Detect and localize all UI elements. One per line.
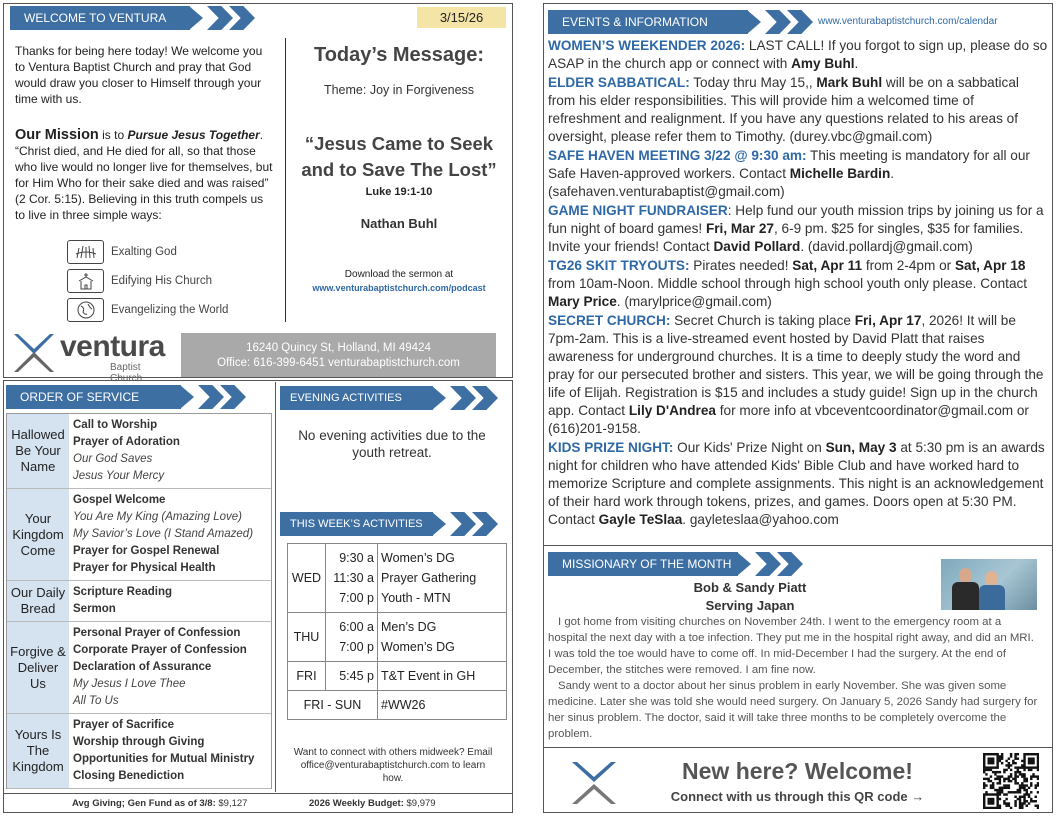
activity-name: Women’s DG (381, 640, 455, 654)
service-item: Sermon (73, 603, 116, 615)
service-section (7, 622, 271, 714)
podcast-link[interactable]: www.venturabaptistchurch.com/podcast (312, 283, 486, 293)
order-of-service-banner (6, 385, 246, 409)
service-section-heading: Yours Is The Kingdom (7, 714, 69, 788)
way-item (67, 297, 277, 323)
service-item: Worship through Giving (73, 736, 205, 748)
missionary-banner (548, 552, 803, 576)
qr-code[interactable] (983, 753, 1039, 809)
service-item: You Are My King (Amazing Love) (73, 511, 242, 523)
qr-code-icon (983, 753, 1039, 809)
mission-statement (15, 127, 275, 223)
events-banner-label: EVENTS & INFORMATION (548, 10, 748, 34)
evening-banner-label: EVENING ACTIVITIES (280, 386, 433, 410)
service-section (7, 581, 271, 622)
globe-icon (67, 298, 104, 322)
service-item: Jesus Your Mercy (73, 470, 165, 482)
activity-time: 5:45 p (339, 669, 374, 683)
way-label: Edifying His Church (111, 275, 212, 287)
welcome-banner (10, 6, 255, 30)
avg-giving-label: Avg Giving; Gen Fund as of 3/8: (72, 798, 216, 809)
event-item: ELDER SABBATICAL: Today thru May 15,, Mark Buhl will be on a sabbatical from his elder responsibilities. This will provide him a welcomed time of refreshment and realignment. If you have any questions related to his areas of oversight, please refer them to Timothy. (durey.vbc@gmail.com) (548, 75, 1019, 144)
week-day: WED (288, 544, 326, 613)
bulletin-date: 3/15/26 (417, 7, 506, 28)
service-section (7, 489, 271, 581)
event-item: KIDS PRIZE NIGHT: Our Kids' Prize Night on Sun, May 3 at 5:30 pm is an awards night for children who have attended Kids' Bible Club and have worked hard to memorize Scripture and complete assignments. This night is an acknowledgement of their hard work through tokens, prizes, and games. Doors open at 5:30 PM. Contact Gayle TeSlaa. gayleteslaa@yahoo.com (548, 440, 1045, 527)
welcome-intro: Thanks for being here today! We welcome you to Ventura Baptist Church and pray that God would draw you closer to Himself through your time with us. (15, 44, 263, 106)
service-section-heading: Our Daily Bread (7, 581, 69, 621)
service-item: Prayer for Gospel Renewal (73, 545, 220, 557)
service-section-heading: Forgive & Deliver Us (7, 622, 69, 713)
mission-is: is to (98, 128, 128, 142)
mission-name: Pursue Jesus Together (127, 128, 260, 142)
service-item: My Jesus I Love Thee (73, 678, 186, 690)
church-address: 16240 Quincy St, Holland, MI 49424 (246, 342, 431, 354)
activity-name: Youth - MTN (381, 591, 451, 605)
activity-name: Men’s DG (381, 620, 437, 634)
activity-time: 6:00 a (339, 620, 374, 634)
activity-time: 7:00 p (339, 640, 374, 654)
service-item: Prayer of Sacrifice (73, 719, 175, 731)
service-item: Call to Worship (73, 419, 158, 431)
logo-subtitle: Baptist Church (110, 362, 143, 384)
worship-hands-icon (67, 240, 104, 264)
event-item: TG26 SKIT TRYOUTS: Pirates needed! Sat, Apr 11 from 2-4pm or Sat, Apr 18 from 10am-Noon. Middle school through high school youth only please. Contact Mary Price. (marylprice@gmail.com) (548, 258, 1028, 309)
missionary-paragraph: Sandy went to a doctor about her sinus problem in early November. She was given some medicine. Later she was told she would need surgery. On January 5, 2026 Sandy had surgery for her sinus problem. The doctor, said it will take three months to be completely overcome the problem. (548, 680, 1038, 740)
service-section (7, 414, 271, 489)
events-missionary-divider (544, 545, 1052, 546)
message-theme: Theme: Joy in Forgiveness (323, 83, 475, 97)
message-block (290, 40, 508, 293)
logo-mark-icon (568, 758, 620, 806)
mission-title: Our Mission (15, 127, 99, 143)
way-label: Evangelizing the World (111, 304, 229, 316)
welcome-footer-divider (544, 747, 1052, 748)
welcome-footer-subtitle: Connect with us through this QR code → (670, 789, 925, 804)
contact-bar (181, 333, 496, 377)
evening-banner (280, 386, 498, 410)
service-item: Declaration of Assurance (73, 661, 212, 673)
week-banner-label: THIS WEEK’S ACTIVITIES (280, 512, 433, 536)
week-span-row (288, 691, 507, 720)
midweek-note: Want to connect with others midweek? Email office@venturabaptistchurch.com to learn how. (293, 747, 493, 784)
budget-label: 2026 Weekly Budget: (309, 798, 404, 809)
logo-mark-icon (12, 332, 56, 374)
mission-text: . “Christ died, and He died for all, so that those who live would no longer live for themselves, but for Him Who for their sake died and was raised” (2 Cor. 5:15). Believing in this truth compels us to live in three simple ways: (15, 128, 273, 222)
evening-text: No evening activities due to the youth retreat. (298, 428, 486, 460)
week-day-row (288, 613, 507, 662)
ventura-logo (10, 330, 175, 384)
message-heading: Today’s Message: (313, 44, 485, 66)
missionary-letter (548, 614, 1038, 742)
download-label: Download the sermon at (344, 269, 454, 280)
events-banner (548, 10, 813, 34)
activity-name: Prayer Gathering (381, 571, 477, 585)
message-reference: Luke 19:1-10 (365, 186, 433, 198)
logo-wordmark: ventura (60, 330, 165, 363)
service-item: Gospel Welcome (73, 494, 166, 506)
week-day: THU (288, 613, 326, 662)
order-of-service-table (6, 413, 272, 789)
service-item: Prayer for Physical Health (73, 562, 216, 574)
office-contact: Office: 616-399-6451 venturabaptistchurch.com (217, 357, 460, 369)
events-list (548, 37, 1048, 530)
service-item: My Savior’s Love (I Stand Amazed) (73, 528, 254, 540)
ways-list (67, 239, 277, 323)
activity-time: 9:30 a (339, 551, 374, 565)
message-title: “Jesus Came to Seek and to Save The Lost” (301, 133, 497, 180)
avg-giving-value: $9,127 (218, 798, 248, 809)
service-section (7, 714, 271, 789)
service-item: All To Us (73, 695, 119, 707)
service-item: Corporate Prayer of Confession (73, 644, 247, 656)
service-item: Prayer of Adoration (73, 436, 180, 448)
activity-time: 11:30 a (333, 571, 374, 585)
event-item: WOMEN’S WEEKENDER 2026: LAST CALL! If you forgot to sign up, please do so ASAP in the church app or connect with Amy Buhl. (548, 38, 1048, 71)
calendar-link[interactable]: www.venturabaptistchurch.com/calendar (818, 16, 998, 27)
center-divider (275, 382, 276, 792)
way-item (67, 239, 277, 265)
service-item: Closing Benediction (73, 770, 185, 782)
budget-value: $9,979 (406, 798, 436, 809)
order-of-service-label: ORDER OF SERVICE (6, 385, 181, 409)
way-label: Exalting God (111, 246, 177, 258)
activity-name: T&T Event in GH (381, 669, 476, 683)
column-divider (285, 38, 286, 322)
way-item (67, 268, 277, 294)
event-item: GAME NIGHT FUNDRAISER: Help fund our youth mission trips by joining us for a fun night of board games! Fri, Mar 27, 6-9 pm. $25 for singles, $35 for families. Invite your friends! Contact David Pollard. (david.pollardj@gmail.com) (548, 203, 1044, 254)
missionary-paragraph: I got home from visiting churches on November 24th. I went to the emergency room at a hospital the next day with a toe infection. They put me in the hospital right away, and did an MRI. I was told the toe would have to come off. In mid-December I had the surgery. At the end of December, the stitches were removed. I am fine now. (548, 616, 1034, 676)
week-activities-table (287, 543, 507, 720)
missionary-banner-label: MISSIONARY OF THE MONTH (548, 552, 738, 576)
week-banner (280, 512, 498, 536)
welcome-banner-label: WELCOME TO VENTURA (10, 6, 190, 30)
service-section-heading: Hallowed Be Your Name (7, 414, 69, 488)
week-day-row (288, 544, 507, 613)
missionary-field: Serving Japan (705, 598, 795, 613)
service-item: Opportunities for Mutual Ministry (73, 753, 255, 765)
week-day: FRI (288, 662, 326, 691)
giving-bar (4, 793, 512, 812)
activity-name: Women’s DG (381, 551, 455, 565)
activity-time: 7:00 p (339, 591, 374, 605)
service-item: Our God Saves (73, 453, 153, 465)
service-item: Scripture Reading (73, 586, 173, 598)
service-section-heading: Your Kingdom Come (7, 489, 69, 580)
activity-name: #WW26 (378, 691, 507, 720)
church-icon (67, 269, 104, 293)
missionary-photo (941, 559, 1037, 610)
message-speaker: Nathan Buhl (360, 216, 438, 231)
missionary-names: Bob & Sandy Piatt (693, 580, 807, 595)
week-day-row (288, 662, 507, 691)
week-day: FRI - SUN (288, 691, 378, 720)
event-item: SECRET CHURCH: Secret Church is taking place Fri, Apr 17, 2026! It will be 7pm-2am. This is a live-streamed event hosted by David Platt that raises awareness for underground churches. It is a time to deeply study the word and pray for our persecuted brother and sisters. This year, we will be going through the life of Elijah. Registration is $15 and includes a study guide! Sign up in the church app. Contact Lily D'Andrea for more info at vbceventcoordinator@gmail.com or (616)201-9158. (548, 313, 1044, 436)
welcome-footer-title: New here? Welcome! (682, 758, 913, 784)
event-item: SAFE HAVEN MEETING 3/22 @ 9:30 am: This meeting is mandatory for all our Safe Haven-approved workers. Contact Michelle Bardin. (safehaven.venturabaptist@gmail.com) (548, 148, 1030, 199)
service-item: Personal Prayer of Confession (73, 627, 241, 639)
